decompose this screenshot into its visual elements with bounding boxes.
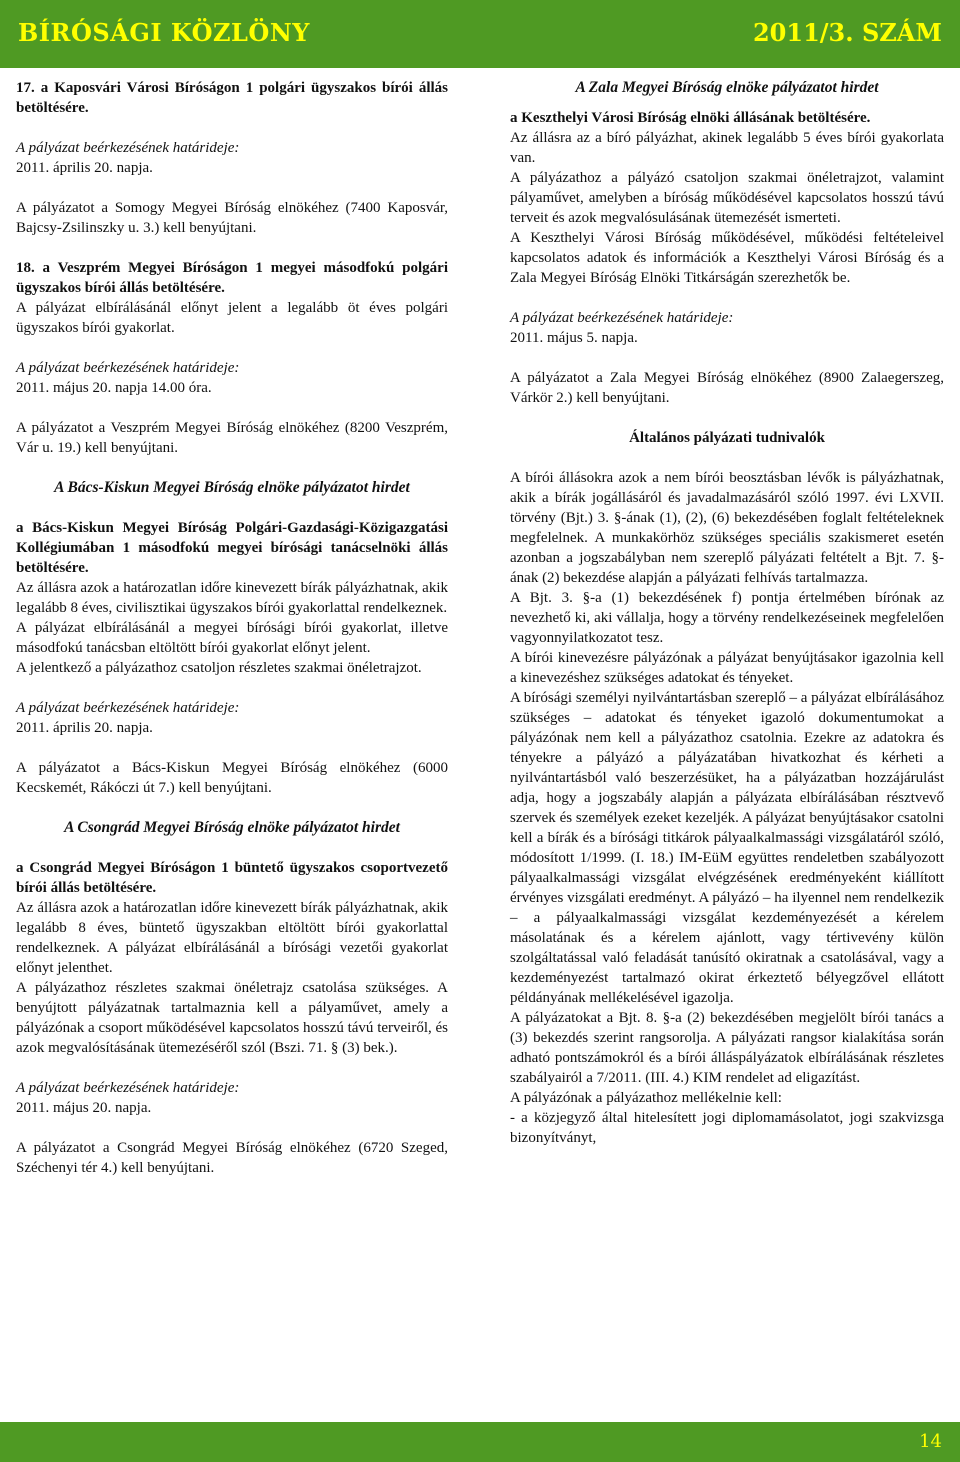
page-number: 14 <box>919 1431 942 1452</box>
submission-note: A pályázatot a Veszprém Megyei Bíróság elnökéhez (8200 Veszprém, Vár u. 19.) kell benyújtani. <box>16 420 448 456</box>
section-heading: A Csongrád Megyei Bíróság elnöke pályázatot hirdet <box>64 819 400 836</box>
paragraph: A pályázónak a pályázathoz mellékelnie kell: <box>510 1090 782 1106</box>
paragraph: A pályázat elbírálásánál a megyei bírósági bírói gyakorlat, illetve másodfokú tanácsban eltöltött bírói gyakorlat előnyt jelent. <box>16 620 448 656</box>
paragraph: A pályázathoz részletes szakmai önéletrajz csatolása szükséges. A benyújtott pályázatnak tartalmaznia kell a pályaművet, amely a pályázónak a csoport működésével kapcsolatos hosszú távú terveiről, és azok megvalósításának ütemezéséről szól (Bszi. 71. § (3) bek.). <box>16 980 448 1056</box>
general-info-heading: Általános pályázati tudnivalók <box>629 430 825 446</box>
paragraph: - a közjegyző által hitelesített jogi diplomamásolatot, jogi szakvizsga bizonyítványt, <box>510 1110 944 1146</box>
page-header <box>0 0 960 68</box>
paragraph: A Keszthelyi Városi Bíróság működésével, működési feltételeivel kapcsolatos adatok és információk a Keszthelyi Városi Bíróság és a Zala Megyei Bíróság Elnöki Titkárságán szerezhetők be. <box>510 230 944 286</box>
deadline-label: A pályázat beérkezésének határideje: <box>16 140 240 156</box>
submission-note: A pályázatot a Bács-Kiskun Megyei Bíróság elnökéhez (6000 Kecskemét, Rákóczi út 7.) kell benyújtani. <box>16 760 448 796</box>
submission-note: A pályázatot a Zala Megyei Bíróság elnökéhez (8900 Zalaegerszeg, Várkör 2.) kell benyújtani. <box>510 370 944 406</box>
deadline-label: A pályázat beérkezésének határideje: <box>16 1080 240 1096</box>
paragraph: A pályázat elbírálásánál előnyt jelent a legalább öt éves polgári ügyszakos bírói gyakorlat. <box>16 300 448 336</box>
section-title: a Bács-Kiskun Megyei Bíróság Polgári-Gazdasági-Közigazgatási Kollégiumában 1 másodfokú megyei bírósági tanácselnöki állás betöltésére. <box>16 520 448 576</box>
paragraph: A pályázatokat a Bjt. 8. §-a (2) bekezdésében megjelölt bírói tanács a (3) bekezdés szerint rangsorolja. A pályázati rangsor kialakítása során adható pontszámokról és a bírói álláspályázatok elbírálásának részletes szabályairól a 7/2011. (III. 4.) KIM rendelet ad eligazítást. <box>510 1010 944 1086</box>
deadline-value: 2011. május 20. napja 14.00 óra. <box>16 380 212 396</box>
submission-note: A pályázatot a Somogy Megyei Bíróság elnökéhez (7400 Kaposvár, Bajcsy-Zsilinszky u. 3.) kell benyújtani. <box>16 200 448 236</box>
right-column <box>510 78 944 1148</box>
deadline-value: 2011. május 5. napja. <box>510 330 638 346</box>
section-18-title: 18. a Veszprém Megyei Bíróságon 1 megyei másodfokú polgári ügyszakos bírói állás betöltésére. <box>16 260 448 296</box>
submission-note: A pályázatot a Csongrád Megyei Bíróság elnökéhez (6720 Szeged, Széchenyi tér 4.) kell benyújtani. <box>16 1140 448 1176</box>
paragraph: A bírósági személyi nyilvántartásban szereplő – a pályázat elbírálásához szükséges – adatokat és tényeket igazoló dokumentumokat a pályázónak nem kell a pályázathoz csatolnia. Ezekre az adatokra és tényekre a pályázó a pályázatában hivatkozhat és kérheti a nyilvántartásból való beszerzésüket, ha a pályázatban hozzájárulást adja, hogy a jogszabály alapján a pályázata elbírálásában résztvevő szervek és személyek ezeket kezeljék. A pályázat benyújtásakor csatolni kell a bírák és a bírósági titkárok pályaalkalmassági vizsgálatáról szóló, módosított 1/1999. (I. 18.) IM-EüM együttes rendeletben szabályozott pályaalkalmassági vizsgálat elvégzésének eredményeként kiállított érvényes vizsgálati eredményt. A pályázó – ha ilyennel nem rendelkezik – a pályaalkalmassági vizsgálat kezdeményezését a kérelem másolatának és a kérelem ajánlott, vagy tértivevény külön szolgáltatással való feladását tanúsító okiratnak a csatolásával, vagy a kezdeményezést tartalmazó okirat érkeztető bélyegzővel ellátott példányának mellékelésével igazolja. <box>510 690 944 1006</box>
deadline-value: 2011. május 20. napja. <box>16 1100 152 1116</box>
deadline-value: 2011. április 20. napja. <box>16 160 153 176</box>
deadline-value: 2011. április 20. napja. <box>16 720 153 736</box>
paragraph: A bírói kinevezésre pályázónak a pályázat benyújtásakor igazolnia kell a kinevezéshez szükséges adatokat és tényeket. <box>510 650 944 686</box>
paragraph: A bírói állásokra azok a nem bírói beosztásban lévők is pályázhatnak, akik a bírák jogállásáról és javadalmazásáról szóló 1997. évi LXVII. törvény (Bjt.) 3. §-ának (1), (2), (6) bekezdésében foglalt feltételeknek megfelelnek. A munkakörhöz szükséges speciális szakismeret esetén azonban a jogszabályban nem szereplő pályázati feltételt a Bjt. 7. §-ának (2) bekezdése alapján a pályázati felhívás tartalmazza. <box>510 470 944 586</box>
paragraph: Az állásra azok a határozatlan időre kinevezett bírák pályázhatnak, akik legalább 8 éves, civilisztikai ügyszakos bírói gyakorlattal rendelkeznek. <box>16 580 448 616</box>
section-title: a Csongrád Megyei Bíróságon 1 büntető ügyszakos csoportvezető bírói állás betöltésére. <box>16 860 448 896</box>
journal-title: BÍRÓSÁGI KÖZLÖNY <box>18 18 310 47</box>
section-title: a Keszthelyi Városi Bíróság elnöki állásának betöltésére. <box>510 110 871 126</box>
section-heading: A Zala Megyei Bíróság elnöke pályázatot hirdet <box>575 79 879 96</box>
deadline-label: A pályázat beérkezésének határideje: <box>16 700 240 716</box>
section-heading: A Bács-Kiskun Megyei Bíróság elnöke pályázatot hirdet <box>54 479 410 496</box>
paragraph: A jelentkező a pályázathoz csatoljon részletes szakmai önéletrajzot. <box>16 660 422 676</box>
paragraph: Az állásra azok a határozatlan időre kinevezett bírák pályázhatnak, akik legalább 8 éves, büntető ügyszakban eltöltött bírói gyakorlattal rendelkeznek. A pályázat elbírálásánál a bírósági vezetői gyakorlat előnyt jelenthet. <box>16 900 448 976</box>
issue-number: 2011/3. SZÁM <box>752 18 942 47</box>
page-footer <box>0 1422 960 1462</box>
deadline-label: A pályázat beérkezésének határideje: <box>16 360 240 376</box>
paragraph: Az állásra az a bíró pályázhat, akinek legalább 5 éves bírói gyakorlata van. <box>510 130 944 166</box>
section-17-title: 17. a Kaposvári Városi Bíróságon 1 polgári ügyszakos bírói állás betöltésére. <box>16 80 448 116</box>
deadline-label: A pályázat beérkezésének határideje: <box>510 310 734 326</box>
paragraph: A pályázathoz a pályázó csatoljon szakmai önéletrajzot, valamint pályaművet, amelyben a bíróság működésével kapcsolatos hosszú távú terveit és azok megvalósulásának ütemezését ismerteti. <box>510 170 944 226</box>
left-column <box>16 78 448 1178</box>
paragraph: A Bjt. 3. §-a (1) bekezdésének f) pontja értelmében bírónak az nevezhető ki, aki vállalja, hogy a törvény rendelkezéseinek megfelelően vagyonnyilatkozatot tesz. <box>510 590 944 646</box>
